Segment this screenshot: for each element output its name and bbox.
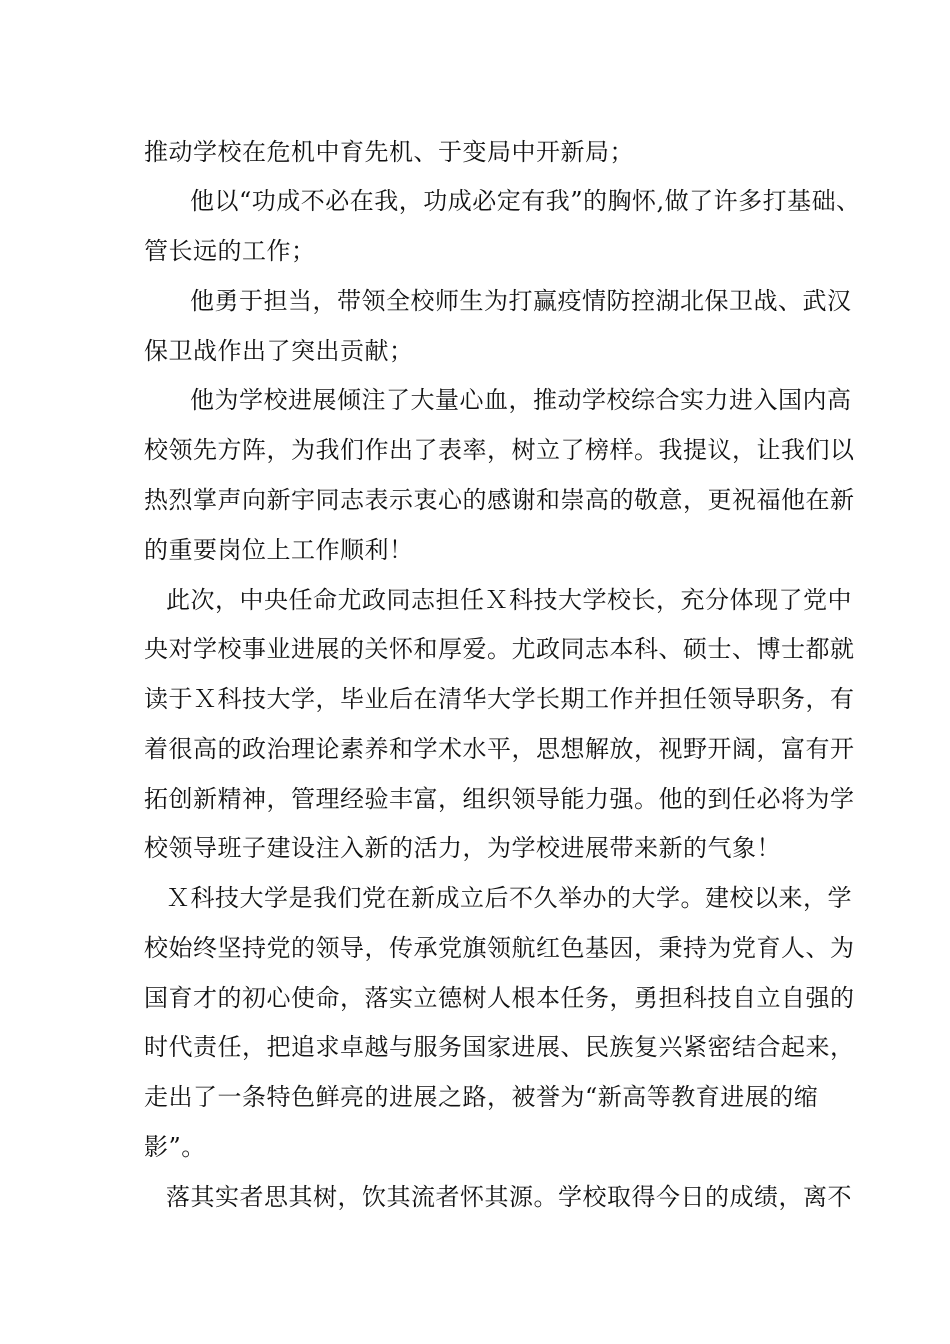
text-line: 校领导班子建设注入新的活力，为学校进展带来新的气象！	[144, 834, 781, 862]
text-line: 时代责任，把追求卓越与服务国家进展、民族复兴紧密结合起来，	[144, 1033, 855, 1061]
text-line: 着很高的政治理论素养和学术水平，思想解放，视野开阔，富有开	[144, 735, 855, 763]
text-line: 管长远的工作；	[144, 237, 316, 265]
text-line: 他勇于担当，带领全校师生为打赢疫情防控湖北保卫战、武汉	[190, 287, 852, 315]
text-line: 的重要岗位上工作顺利！	[144, 536, 414, 564]
text-line: 校始终坚持党的领导，传承党旗领航红色基因，秉持为党育人、为	[144, 934, 855, 962]
text-line: 读于Ｘ科技大学，毕业后在清华大学长期工作并担任领导职务，有	[144, 685, 855, 713]
text-line: 影”。	[144, 1133, 206, 1161]
text-line: 拓创新精神，管理经验丰富，组织领导能力强。他的到任必将为学	[144, 785, 855, 813]
text-line: 走出了一条特色鲜亮的进展之路，被誉为“新高等教育进展的缩	[144, 1083, 819, 1111]
text-line: Ｘ科技大学是我们党在新成立后不久举办的大学。建校以来，学	[166, 884, 852, 912]
text-line: 此次，中央任命尤政同志担任Ｘ科技大学校长，充分体现了党中	[166, 586, 852, 614]
text-line: 校领先方阵，为我们作出了表率，树立了榜样。我提议，让我们以	[144, 436, 855, 464]
text-line: 国育才的初心使命，落实立德树人根本任务，勇担科技自立自强的	[144, 984, 855, 1012]
text-line: 央对学校事业进展的关怀和厚爱。尤政同志本科、硕士、博士都就	[144, 635, 855, 663]
text-line: 他为学校进展倾注了大量心血，推动学校综合实力进入国内高	[190, 386, 852, 414]
text-line: 热烈掌声向新宇同志表示衷心的感谢和崇高的敬意，更祝福他在新	[144, 486, 855, 514]
text-line: 落其实者思其树，饮其流者怀其源。学校取得今日的成绩，离不	[166, 1183, 852, 1211]
text-line: 保卫战作出了突出贡献；	[144, 337, 414, 365]
text-line: 他以“功成不必在我，功成必定有我”的胸怀,做了许多打基础、	[190, 187, 861, 215]
text-line: 推动学校在危机中育先机、于变局中开新局；	[144, 138, 634, 166]
